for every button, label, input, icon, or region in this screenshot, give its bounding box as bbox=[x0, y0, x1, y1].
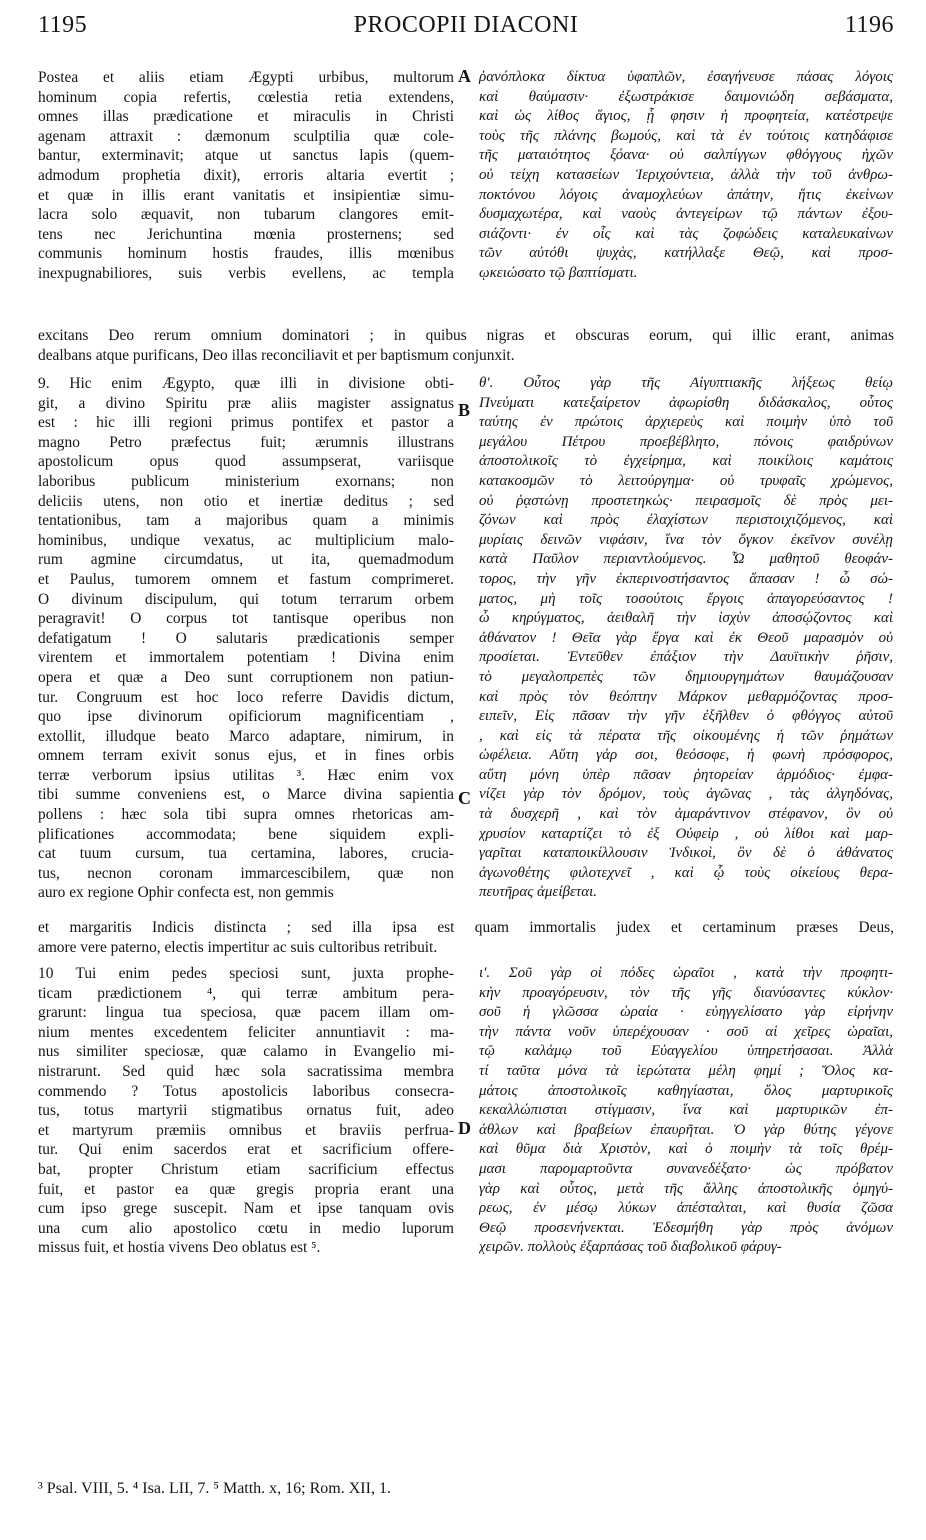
text-line: κατακοσμῶν τὸ λειτούργημα· οὐ τρυφαῖς χρώμενος, bbox=[479, 472, 893, 489]
text-line: καὶ θαύμασιν· ἐξωστράκισε δαιμονιώδη σεβάσματα, bbox=[479, 88, 893, 105]
latin-column-block-3 bbox=[38, 964, 454, 1258]
text-line: ειπεῖν, Εἰς πᾶσαν τὴν γῆν ἐξῆλθεν ὁ φθόγγος αὐτοῦ bbox=[479, 708, 893, 725]
text-line: ὦ κηρύγματος, ἀειθαλῆ τὴν ἰσχὺν ἀποσῴζοντος καὶ bbox=[479, 610, 893, 627]
footnotes: ³ Psal. VIII, 5. ⁴ Isa. LII, 7. ⁵ Matth. x, 16; Rom. XII, 1. bbox=[38, 1480, 391, 1497]
section-marker-c: C bbox=[458, 788, 471, 808]
text-line: tus, totus martyrii stigmatibus ornatus fuit, adeo bbox=[38, 1102, 454, 1120]
text-line: τῷ καλάμῳ τοῦ Εὐαγγελίου ὑπηρετήσασαι. Ἀλλὰ bbox=[479, 1043, 893, 1060]
text-line: grarunt: lingua tua speciosa, quæ pacem illam om- bbox=[38, 1004, 454, 1022]
text-line: lacra solo æquavit, non tubarum clangores emit- bbox=[38, 206, 454, 224]
text-line: excitans Deo rerum omnium dominatori ; in quibus nigras et obscuras eorum, qui illic erant, animas bbox=[38, 327, 894, 344]
text-line: tus, necnon coronam immarcescibilem, quæ non bbox=[38, 864, 454, 882]
text-line: Θεῷ προσενήνεκται. Ἐδεσμήθη γὰρ πρὸς ἀνόμων bbox=[479, 1219, 893, 1236]
text-line: τὴν πάντα νοῦν ὑπερέχουσαν · σοῦ αἱ χεῖρες ὡραῖαι, bbox=[479, 1023, 893, 1040]
latin-column-block-2 bbox=[38, 374, 454, 903]
text-line: una cum alio apostolico cœtu in medio luporum bbox=[38, 1219, 454, 1237]
section-marker-d: D bbox=[458, 1118, 471, 1138]
text-line: μασι παρομαρτοῦντα συνανεδέξατο· ὡς πρόβατον bbox=[479, 1160, 893, 1177]
text-line: tur. Congruum est hoc loco referre Davidis dictum, bbox=[38, 688, 454, 706]
text-line: apostolicum opus quod assumpserat, variisque bbox=[38, 453, 454, 471]
text-line: σιάζοντι· ἐν οἷς καὶ τὰς ζοφώδεις καταλευκαίνων bbox=[479, 225, 893, 242]
text-line: ποκτόνου λόγοις ἀναμοχλεύων ἀπάτην, ἥτις ἐκείνων bbox=[479, 186, 893, 203]
text-line: agenam attraxit : dæmonum sculptilia quæ cole- bbox=[38, 127, 454, 145]
text-line: τὰ δυσχερῆ , καὶ τὸν ἀμαράντινον στέφανον, ὃν οὐ bbox=[479, 806, 893, 823]
text-line: , καὶ εἰς τὰ πέρατα τῆς οἰκουμένης ἡ τῶν ῥημάτων bbox=[479, 727, 893, 744]
text-line: τὸ μεγαλοπρεπὲς τῶν δημιουργημάτων θαυμάζουσαν bbox=[479, 668, 893, 685]
text-line: commendo ? Totus apostolicis laboribus consecra- bbox=[38, 1082, 454, 1100]
text-line: tibi summe conveniens est, o Marce divina sapientia bbox=[38, 786, 454, 804]
text-line: ἀγωνοθέτης φιλοτεχνεῖ , καὶ ᾧ τοὺς οἰκείους θερα- bbox=[479, 864, 893, 881]
page-number-right: 1196 bbox=[844, 12, 894, 38]
text-line: κατὰ Παῦλον περιαντλούμενος. Ὦ μαθητοῦ θεοφάν- bbox=[479, 551, 893, 568]
text-line: dealbans atque purificans, Deo illas reconciliavit et per baptismum conjunxit. bbox=[38, 346, 515, 364]
text-line: τί ταῦτα μόνα τὰ ἱερώτατα μέλη φημί ; Ὅλος κα- bbox=[479, 1062, 893, 1079]
text-line: extollit, illudque beato Marco adaptare, nimirum, in bbox=[38, 727, 454, 745]
text-line: ticam prædictionem ⁴, qui terræ ambitum pera- bbox=[38, 984, 454, 1002]
text-line: ἀθάνατον ! Θεῖα γὰρ ἔργα καὶ ἐκ Θεοῦ μαρασμὸν οὐ bbox=[479, 629, 893, 646]
text-line: 9. Hic enim Ægypto, quæ illi in divisione obti- bbox=[38, 375, 454, 392]
text-line: καὶ ὡς λίθος ἅγιος, ᾗ φησιν ἡ προφητεία, κατέστρεψε bbox=[479, 108, 893, 125]
text-line: git, a divino Spiritu præ aliis magister assignatus bbox=[38, 394, 454, 412]
text-line: μάτοις ἀποστολικοῖς καθηγίασται, ὅλος μαρτυρικοῖς bbox=[479, 1082, 893, 1099]
text-line: inexpugnabiliores, suis verbis evellens, ac templa bbox=[38, 264, 454, 282]
text-line: χειρῶν. πολλοὺς ἐξαρπάσας τοῦ διαβολικοῦ φάρυγ- bbox=[479, 1239, 782, 1256]
text-line: cat tuum cursum, tua certamina, labores, crucia- bbox=[38, 845, 454, 863]
text-line: καὶ πρὸς τὸν θεόπτην Μάρκον μεθαρμόζοντας προσ- bbox=[479, 688, 893, 705]
text-line: et Paulus, tumorem omnem et fastum comprimeret. bbox=[38, 570, 454, 588]
text-line: bantur, exterminavit; atque ut sanctus lapis (quem- bbox=[38, 147, 454, 165]
running-header bbox=[38, 12, 894, 48]
text-line: οὐ τείχη κατασείων Ἱεριχούντεια, ἀλλὰ τὴν τοῦ ἀνθρω- bbox=[479, 166, 893, 183]
text-line: opera et quæ a Deo sunt corruptionem non patiun- bbox=[38, 668, 454, 686]
text-line: nium mentes excedentem feliciter annuntiavit : ma- bbox=[38, 1023, 454, 1041]
section-marker-b: B bbox=[458, 400, 471, 420]
text-line: ῳκειώσατο τῷ βαπτίσματι. bbox=[479, 264, 638, 281]
text-line: auro ex regione Ophir confecta est, non gemmis bbox=[38, 884, 334, 902]
text-line: ζόνων καὶ πρὸς ἐλαχίστων περιστοιχιζόμενος, καὶ bbox=[479, 512, 893, 529]
text-line: νίζει γὰρ τὸν δρόμον, τοὺς ἀγῶνας , τὰς ἀλγηδόνας, bbox=[479, 786, 893, 803]
text-line: nus similiter speciosæ, quæ calamo in Evangelio mi- bbox=[38, 1043, 454, 1061]
text-line: admodum prophetia dixit), erroris altaria evertit ; bbox=[38, 166, 454, 184]
text-line: γὰρ καὶ οὗτος, μετὰ τῆς ἄλλης ἀποστολικῆς ὁμηγύ- bbox=[479, 1180, 893, 1197]
text-line: χρυσίον καταρτίζει τὸ ἐξ Οὐφεὶρ , οὐ λίθοι καὶ μαρ- bbox=[479, 825, 893, 842]
text-line: πευτῆρας ἀμείβεται. bbox=[479, 884, 598, 901]
text-line: ὠφέλεια. Αὕτη γάρ σοι, θεόσοφε, ἡ φωνὴ πρόσφορος, bbox=[479, 747, 893, 764]
text-line: est : hic illi regioni primus pontifex et pastor a bbox=[38, 414, 454, 432]
text-line: ἀποστολικοῖς τὸ ἐγχείρημα, καὶ ποικίλοις καμάτοις bbox=[479, 453, 893, 470]
text-line: virentem et immortalem potentiam ! Divina enim bbox=[38, 649, 454, 667]
text-line: terræ verborum ipsius utilitas ³. Hæc enim vox bbox=[38, 766, 454, 784]
text-line: γαρῖται καταποικίλλουσιν Ἰνδικοὶ, ὃν δὲ ὁ ἀθάνατος bbox=[479, 845, 893, 862]
text-line: άθλων καὶ βραβείων ἐπαυρῆται. Ὁ γὰρ θύτης γέγονε bbox=[479, 1121, 893, 1138]
text-line: amore vere paterno, electis impertitur ac suis cultoribus retribuit. bbox=[38, 938, 438, 956]
text-line: θ'. Οὗτος γὰρ τῆς Αἰγυπτιακῆς λήξεως θείῳ bbox=[479, 375, 893, 391]
text-line: τοὺς τῆς πλάνης βωμούς, καὶ τὰ ἐν τούτοις κατηδάφισε bbox=[479, 127, 893, 144]
text-line: deliciis utens, non otio et inertiæ deditus ; sed bbox=[38, 492, 454, 510]
text-line: O divinum discipulum, qui totum terrarum orbem bbox=[38, 590, 454, 608]
text-line: missus fuit, et hostia vivens Deo oblatus est ⁵. bbox=[38, 1239, 321, 1257]
greek-column-block-2 bbox=[479, 374, 893, 903]
text-line: μυρίαις δεινῶν νιφάσιν, ἵνα τὸν ὄγκον ἐκεῖνον συνέλῃ bbox=[479, 531, 893, 548]
text-line: οὐ ῥᾳστώνῃ προστετηκώς· πειρασμοῖς δὲ πρὸς μει- bbox=[479, 492, 893, 509]
text-line: κεκαλλώπισται στίγμασιν, ἵνα καὶ μαρτυρικῶν ἐπ- bbox=[479, 1102, 893, 1119]
text-line: hominum copia refertis, cœlestia retia extendens, bbox=[38, 88, 454, 106]
text-line: 10 Tui enim pedes speciosi sunt, juxta prophe- bbox=[38, 965, 454, 982]
text-line: hominibus, undique vexatus, ac multiplicium malo- bbox=[38, 531, 454, 549]
text-line: omnes illas prædicatione et miraculis in Christi bbox=[38, 108, 454, 126]
text-line: rum agmine circumdatus, ut ita, quemadmodum bbox=[38, 551, 454, 569]
text-line: καὶ θῦμα διὰ Χριστὸν, καὶ ὁ ποιμὴν τὰ τοῖς θρέμ- bbox=[479, 1141, 893, 1158]
text-line: τῶν αὐτόθι ψυχὰς, κατήλλαξε Θεῷ, καὶ προσ- bbox=[479, 245, 893, 262]
text-line: τῆς ματαιότητος ξόανα· οὐ σαλπίγγων φθόγγους ἠχῶν bbox=[479, 147, 893, 164]
text-line: ῥανόπλοκα δίκτυα ὑφαπλῶν, ἐσαγήνευσε πάσας λόγοις bbox=[479, 69, 893, 85]
text-line: communis hominum hostis fraudes, illis mœnibus bbox=[38, 245, 454, 263]
text-line: bat, propter Christum etiam sacrificium effectus bbox=[38, 1160, 454, 1178]
text-line: ματος, μὴ τοῖς τοσούτοις ἔργοις ἀπαγορεύσαντος ! bbox=[479, 590, 893, 607]
text-line: et quæ in illis erant vanitatis et insipientiæ simu- bbox=[38, 186, 454, 204]
latin-column-block-1 bbox=[38, 68, 454, 284]
text-line: plificationes accommodata; bene siquidem expli- bbox=[38, 825, 454, 843]
text-line: tens nec Jerichuntina mœnia prosternens; sed bbox=[38, 225, 454, 243]
text-line: ι'. Σοῦ γὰρ οἱ πόδες ὡραῖοι , κατὰ τὴν προφητι- bbox=[479, 965, 893, 981]
text-line: defatigatum ! O salutaris prædicationis semper bbox=[38, 629, 454, 647]
text-line: ταύτης ἐν πρώτοις ἀρχιερεὺς καὶ ποιμὴν ὑπὸ τοῦ bbox=[479, 414, 893, 431]
text-line: Postea et aliis etiam Ægypti urbibus, multorum bbox=[38, 69, 454, 86]
text-line: nistrarunt. Sed quid hæc sola sacratissima membra bbox=[38, 1062, 454, 1080]
text-line: κὴν προαγόρευσιν, τὸν τῆς γῆς διανύσαντες κύκλον· bbox=[479, 984, 893, 1001]
text-line: magno Petro præfectus fuit; ærumnis illustrans bbox=[38, 433, 454, 451]
text-line: peragravit! O corpus tot tantisque operibus non bbox=[38, 610, 454, 628]
text-line: tur. Qui enim sacerdos erat et sacrificium offere- bbox=[38, 1141, 454, 1159]
page-number-left: 1195 bbox=[38, 12, 88, 38]
text-line: fuit, et pastor ea quæ gregis propria erant una bbox=[38, 1180, 454, 1198]
text-line: quo ipse divinorum opificiorum magnificentiam , bbox=[38, 708, 454, 726]
text-line: et martyrum præmiis omnibus et braviis perfrua- bbox=[38, 1121, 454, 1139]
text-line: προσίεται. Ἐντεῦθεν ἐπάξιον τὴν Δαυϊτικὴν ῥῆσιν, bbox=[479, 649, 893, 666]
text-line: tentationibus, tam a majoribus quam a minimis bbox=[38, 512, 454, 530]
text-line: et margaritis Indicis distincta ; sed illa ipsa est quam immortalis judex et certaminum præses Deus, bbox=[38, 919, 894, 936]
greek-column-block-3 bbox=[479, 964, 893, 1258]
full-width-paragraph-1 bbox=[38, 326, 894, 365]
full-width-paragraph-2 bbox=[38, 918, 894, 957]
section-marker-a: A bbox=[458, 66, 471, 86]
text-line: omnem terram exivit sonus ejus, et in fines orbis bbox=[38, 747, 454, 765]
running-title: PROCOPII DIACONI bbox=[353, 12, 579, 38]
text-line: αὕτη μόνη ὑπὲρ πᾶσαν ῥητορείαν ἁρμόδιος· ἐμφα- bbox=[479, 766, 893, 783]
text-line: pollens : hæc sola tibi supra omnes rhetoricas am- bbox=[38, 806, 454, 824]
text-line: laboribus publicum ministerium exornans; non bbox=[38, 472, 454, 490]
text-line: σοῦ ἡ γλῶσσα ὡραία · εὐηγγελίσατο γὰρ εἰρήνην bbox=[479, 1004, 893, 1021]
text-line: δυσμαχωτέρα, καὶ ναοὺς ἀντεγείρων τῷ πάντων ἐξου- bbox=[479, 206, 893, 223]
text-line: τορος, τὴν γῆν ἐκπερινοστήσαντος ἅπασαν ! ὦ σώ- bbox=[479, 570, 893, 587]
text-line: μεγάλου Πέτρου προεβέβλητο, πόνοις φαιδρύνων bbox=[479, 433, 893, 450]
greek-column-block-1 bbox=[479, 68, 893, 284]
text-line: cum ipso grege suscepit. Nam et ipse tanquam ovis bbox=[38, 1200, 454, 1218]
text-line: Πνεύματι κατεξαίρετον ἀφωρίσθη διδάσκαλος, οὗτος bbox=[479, 394, 893, 411]
text-line: ρεως, ἐν μέσῳ λύκων ἀπέσταλται, καὶ θυσία ζῶσα bbox=[479, 1200, 893, 1217]
